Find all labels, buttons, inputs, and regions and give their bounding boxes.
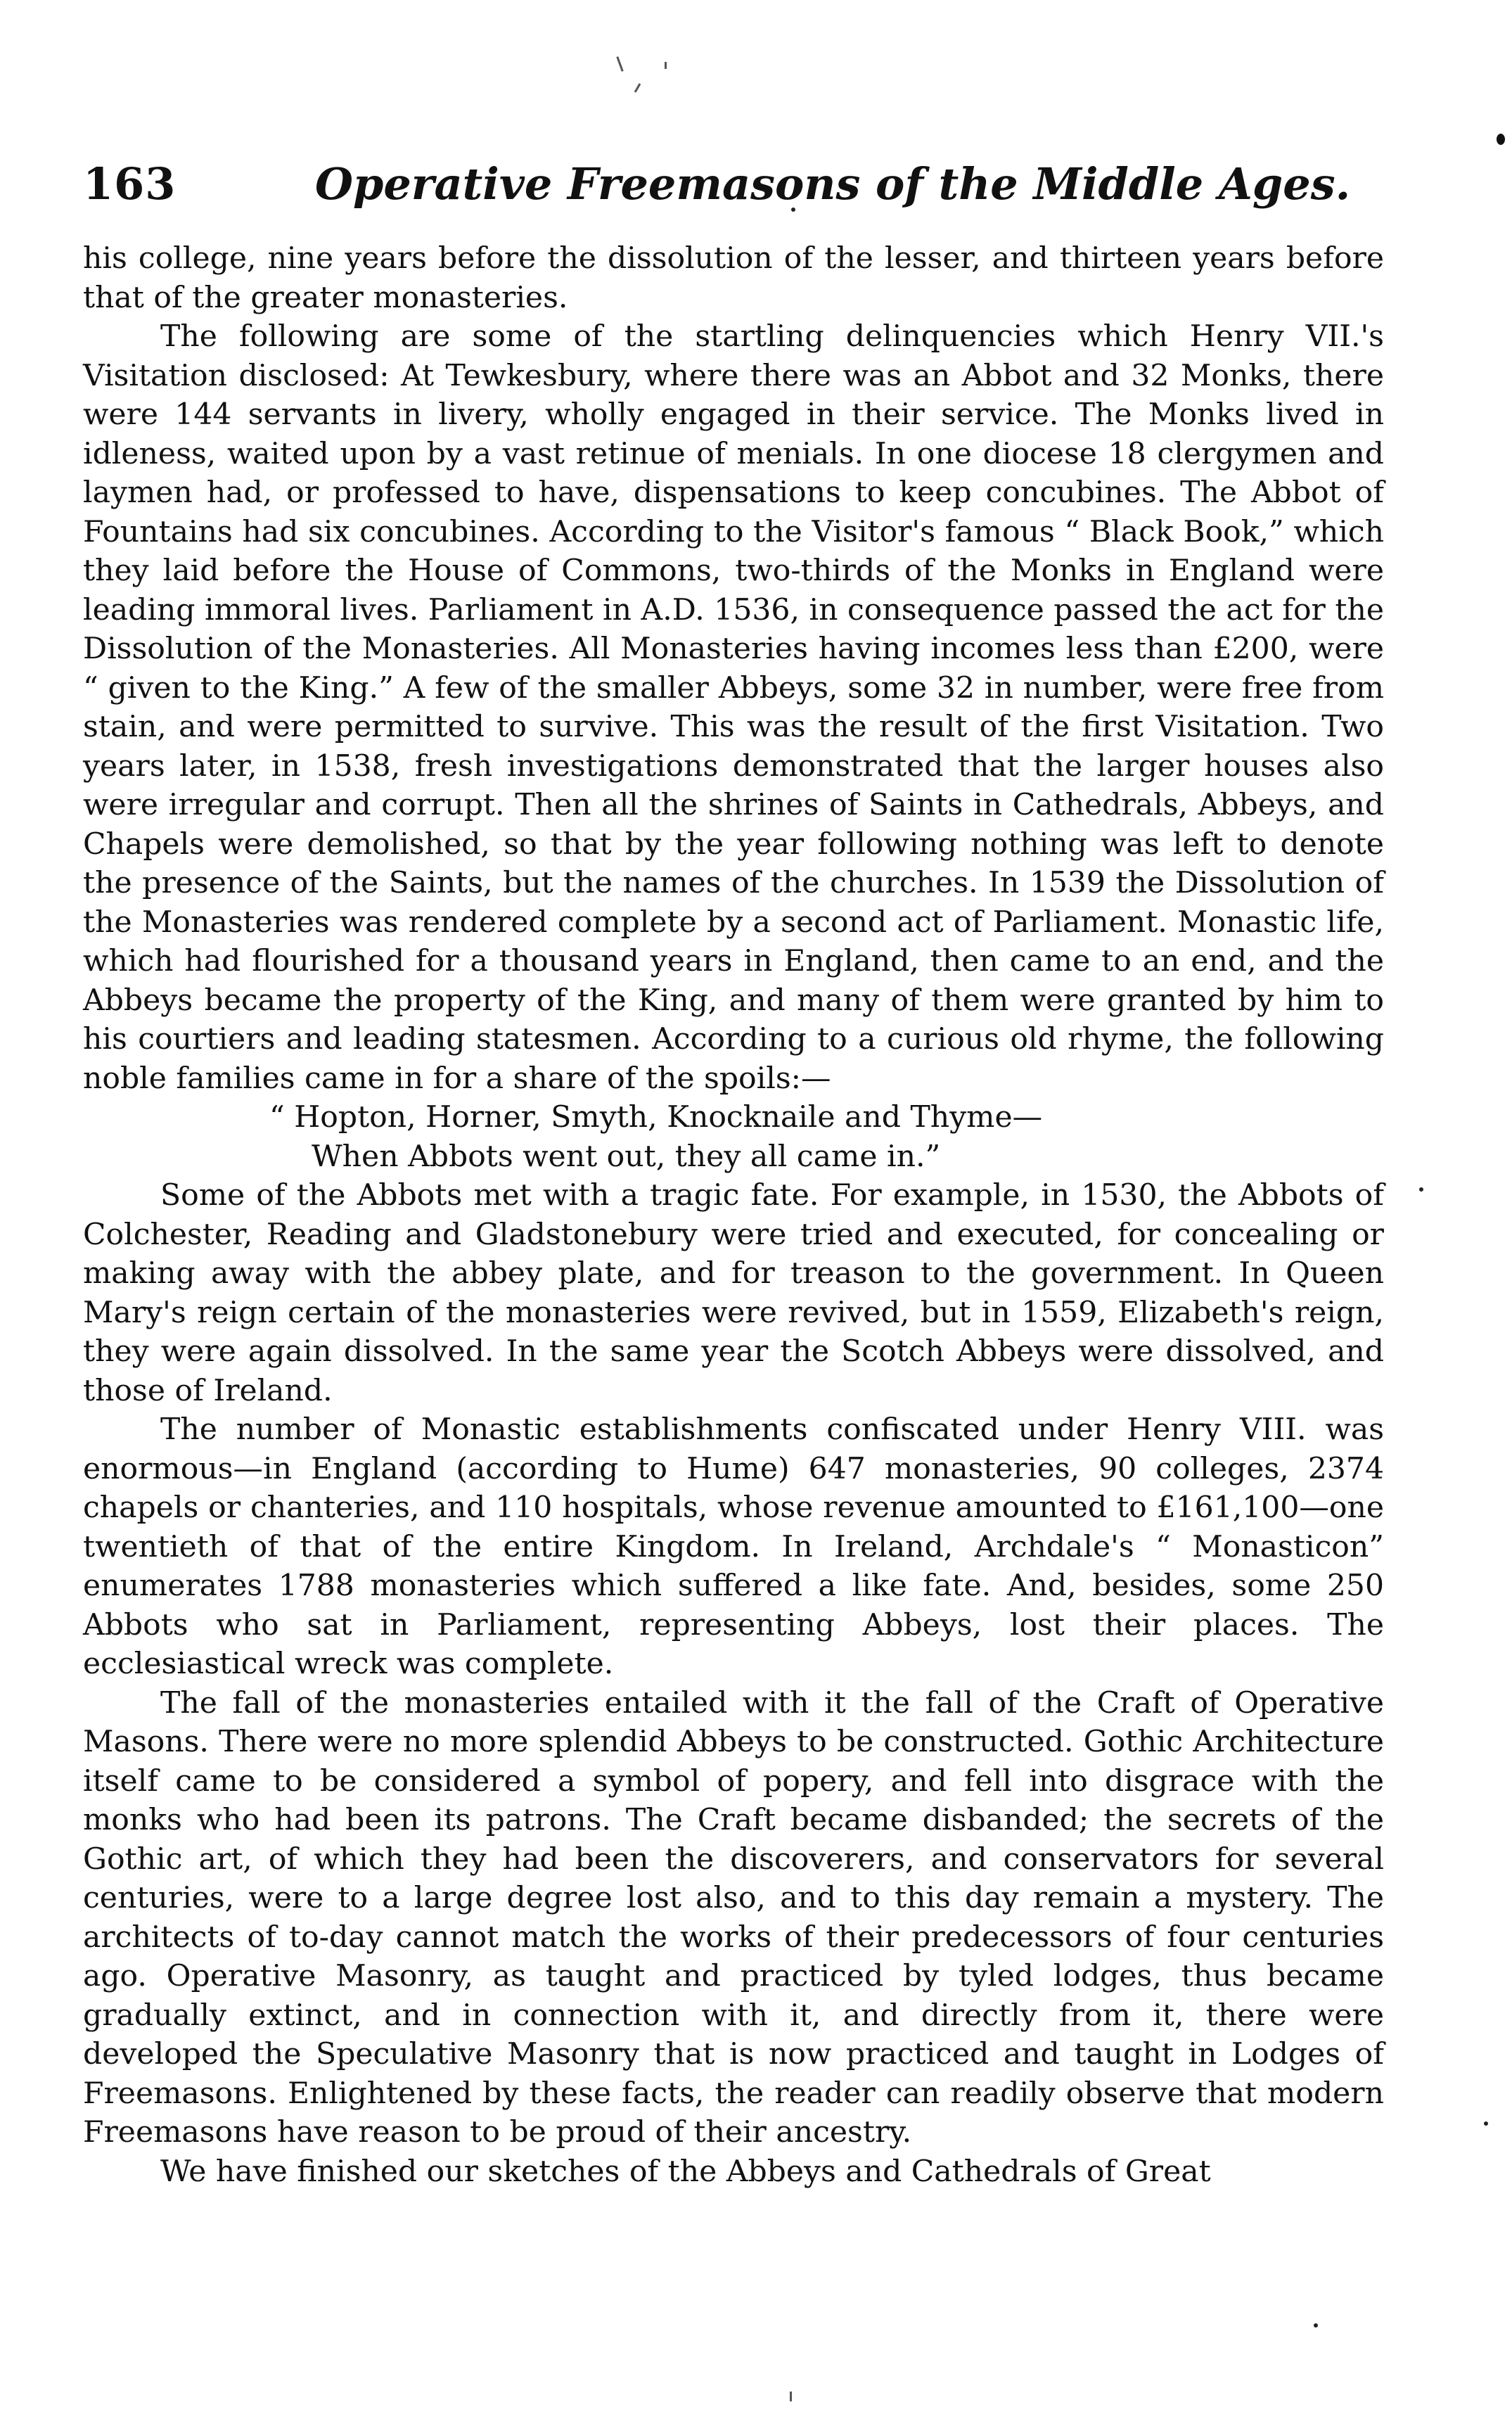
scan-speck — [1497, 134, 1505, 145]
paragraph: his college, nine years before the dissolution of the lesser, and thirteen years before that of the greater monasteries. — [83, 241, 1384, 315]
paragraph: The following are some of the startling delinquencies which Henry VII.'s Visitation disclosed: At Tewkesbury, where there was an Abbot and 32 Monks, there were 144 servants in livery, wholly engaged in their service. The Monks lived in idleness, waited upon by a vast retinue of menials. In one diocese 18 clergymen and laymen had, or professed to have, dispensations to keep concubines. The Abbot of Fountains had six concubines. According to the Visitor's famous “ Black Book,” which they laid before the House of Commons, two-thirds of the Monks in England were leading immoral lives. Parliament in A.D. 1536, in consequence passed the act for the Dissolution of the Monasteries. All Monasteries having incomes less than £200, were “ given to the King.” A few of the smaller Abbeys, some 32 in number, were free from stain, and were permitted to survive. This was the result of the first Visitation. Two years later, in 1538, fresh investigations demonstrated that the larger houses also were irregular and corrupt. Then all the shrines of Saints in Cathedrals, Abbeys, and Chapels were demolished, so that by the year following nothing was left to denote the presence of the Saints, but the names of the churches. In 1539 the Dissolution of the Monasteries was rendered complete by a second act of Parliament. Monastic life, which had flourished for a thousand years in England, then came to an end, and the Abbeys became the property of the King, and many of them were granted by him to his courtiers and leading statesmen. According to a curious old rhyme, the following noble families came in for a share of the spoils:— — [83, 319, 1384, 1096]
body-text — [83, 239, 1384, 2191]
paragraph: We have finished our sketches of the Abbeys and Cathedrals of Great — [160, 2154, 1211, 2189]
scan-speck — [1419, 1187, 1423, 1192]
paragraph: The fall of the monasteries entailed with it the fall of the Craft of Operative Masons. There were no more splendid Abbeys to be constructed. Gothic Architecture itself came to be considered a symbol of popery, and fell into disgrace with the monks who had been its patrons. The Craft became disbanded; the secrets of the Gothic art, of which they had been the discoverers, and conservators for several centuries, were to a large degree lost also, and to this day remain a mystery. The architects of to-day cannot match the works of their predecessors of four centuries ago. Operative Masonry, as taught and practiced by tyled lodges, thus became gradually extinct, and in connection with it, and directly from it, there were developed the Speculative Masonry that is now practiced and taught in Lodges of Freemasons. Enlightened by these facts, the reader can readily observe that modern Freemasons have reason to be proud of their ancestry. — [83, 1685, 1384, 2150]
scan-speck — [616, 56, 623, 72]
paragraph: The number of Monastic establishments confiscated under Henry VIII. was enormous—in England (according to Hume) 647 monasteries, 90 colleges, 2374 chapels or chanteries, and 110 hospitals, whose revenue amounted to £161,100—one twentieth of that of the entire Kingdom. In Ireland, Archdale's “ Monasticon” enumerates 1788 monasteries which suffered a like fate. And, besides, some 250 Abbots who sat in Parliament, representing Abbeys, lost their places. The ecclesiastical wreck was complete. — [83, 1412, 1384, 1681]
verse-line: “ Hopton, Horner, Smyth, Knocknaile and Thyme— — [269, 1100, 1043, 1135]
scan-speck — [634, 83, 641, 93]
scan-speck — [1484, 2121, 1488, 2126]
running-title: Operative Freemasons of the Middle Ages. — [315, 158, 1351, 210]
scan-speck — [1314, 2323, 1318, 2328]
scan-speck — [665, 62, 667, 69]
verse-line: When Abbots went out, they all came in.” — [312, 1139, 941, 1174]
scan-speck — [790, 2392, 792, 2401]
page-header — [83, 158, 1377, 222]
verse-quotation — [83, 1098, 1384, 1176]
paragraph: Some of the Abbots met with a tragic fate. For example, in 1530, the Abbots of Colchester, Reading and Gladstonebury were tried and executed, for concealing or making away with the abbey plate, and for treason to the government. In Queen Mary's reign certain of the monasteries were revived, but in 1559, Elizabeth's reign, they were again dissolved. In the same year the Scotch Abbeys were dissolved, and those of Ireland. — [83, 1178, 1384, 1408]
page-number: 163 — [83, 158, 177, 210]
